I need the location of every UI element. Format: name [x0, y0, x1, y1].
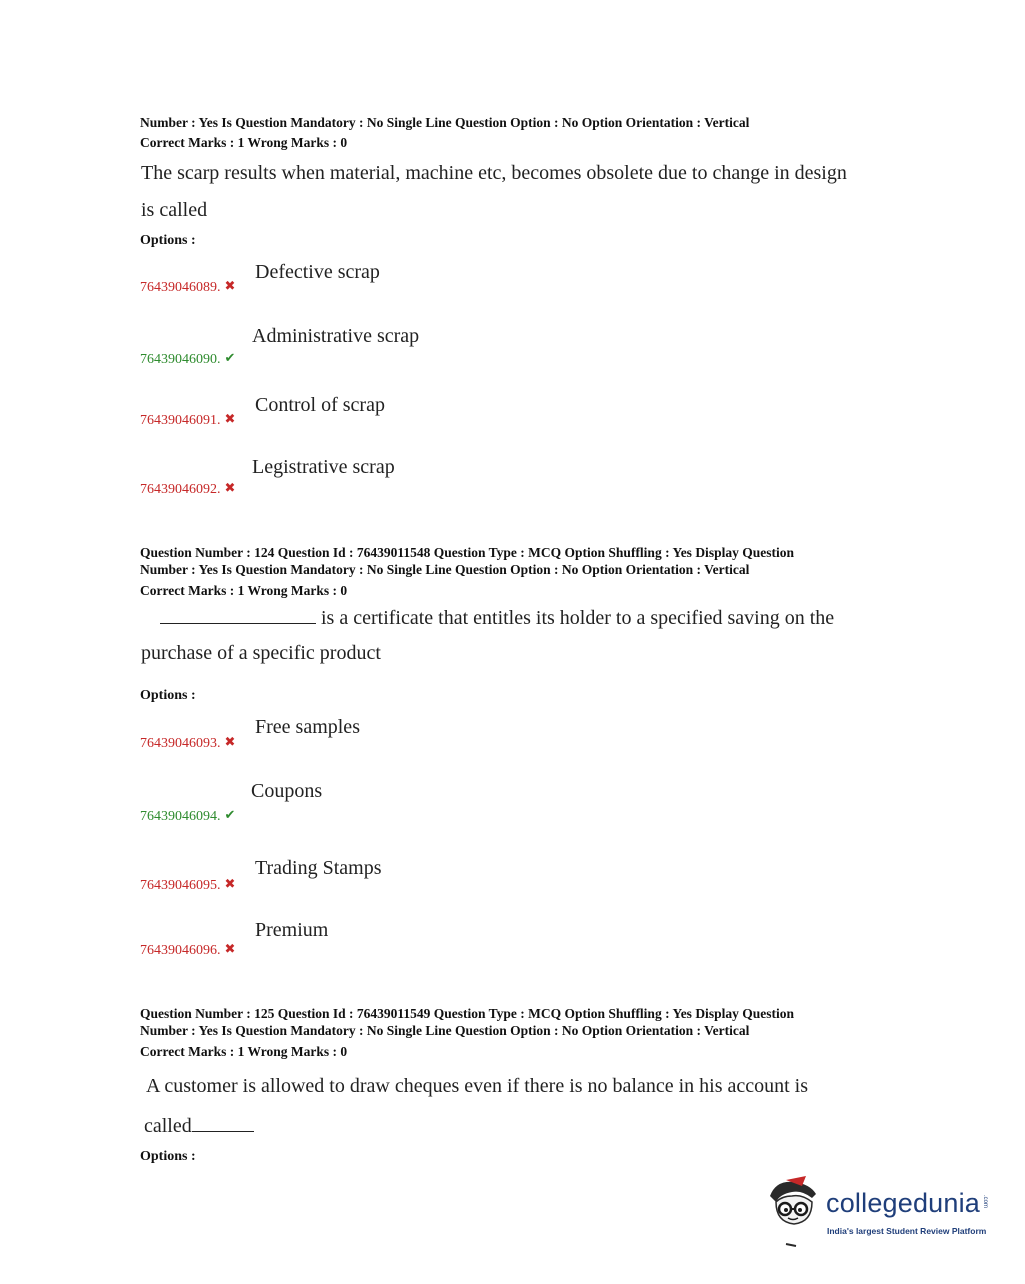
option-id-label: 76439046089.: [140, 280, 221, 295]
q125-meta-line-3: Correct Marks : 1 Wrong Marks : 0: [140, 1044, 348, 1059]
check-icon: ✔: [224, 807, 236, 822]
logo-tagline: India's largest Student Review Platform: [827, 1226, 987, 1236]
cross-icon: ✖: [224, 734, 236, 749]
q124-option-4-text: Premium: [255, 919, 329, 941]
q123-option-3-text: Control of scrap: [255, 394, 385, 416]
logo-wordmark: collegedunia: [826, 1188, 981, 1218]
q123-option-1-text: Defective scrap: [255, 261, 380, 283]
q125-question-text-line-2: [144, 1111, 254, 1138]
q124-option-3-id: [140, 876, 235, 894]
option-id-label: 76439046092.: [140, 482, 221, 497]
q125-options-label: Options :: [140, 1149, 196, 1164]
answer-blank: [160, 605, 316, 624]
student-mascot-icon: [766, 1176, 826, 1248]
q123-options-label: Options :: [140, 233, 196, 248]
option-id-label: 76439046093.: [140, 736, 221, 751]
q123-option-3-id: [140, 411, 235, 429]
q123-meta-line-1: Number : Yes Is Question Mandatory : No Single Line Question Option : No Option Orientation : Vertical: [140, 115, 750, 130]
q123-option-2-id: [140, 350, 235, 368]
q125-meta-line-1: Question Number : 125 Question Id : 76439011549 Question Type : MCQ Option Shuffling : Yes Display Question: [140, 1006, 794, 1021]
q123-option-4-text: Legistrative scrap: [252, 456, 395, 478]
q123-question-text-line-2: is called: [141, 199, 208, 221]
q125-question-text-line-2-words: called: [144, 1115, 192, 1137]
q123-question-text-line-1: The scarp results when material, machine etc, becomes obsolete due to change in design: [141, 162, 847, 184]
q124-meta-line-1: Question Number : 124 Question Id : 76439011548 Question Type : MCQ Option Shuffling : Yes Display Question: [140, 545, 794, 560]
q123-meta-line-2: Correct Marks : 1 Wrong Marks : 0: [140, 135, 348, 150]
option-id-label: 76439046090.: [140, 352, 221, 367]
q125-question-text-line-1: A customer is allowed to draw cheques even if there is no balance in his account is: [146, 1075, 809, 1097]
answer-blank: [192, 1111, 254, 1132]
q124-options-label: Options :: [140, 688, 196, 703]
option-id-label: 76439046094.: [140, 809, 221, 824]
q124-question-text-line-2: purchase of a specific product: [141, 642, 381, 664]
q124-meta-line-2: Number : Yes Is Question Mandatory : No Single Line Question Option : No Option Orientation : Vertical: [140, 562, 750, 577]
q124-option-2-text: Coupons: [251, 780, 323, 802]
option-id-label: 76439046095.: [140, 878, 221, 893]
q125-meta-line-2: Number : Yes Is Question Mandatory : No Single Line Question Option : No Option Orientation : Vertical: [140, 1023, 750, 1038]
q124-option-2-id: [140, 807, 235, 825]
check-icon: ✔: [224, 350, 236, 365]
cross-icon: ✖: [224, 480, 236, 495]
q123-option-2-text: Administrative scrap: [252, 325, 420, 347]
q123-option-1-id: [140, 278, 235, 296]
q123-option-4-id: [140, 480, 235, 498]
q124-option-1-id: [140, 734, 235, 752]
option-id-label: 76439046091.: [140, 413, 221, 428]
cross-icon: ✖: [224, 278, 236, 293]
cross-icon: ✖: [224, 941, 236, 956]
q124-question-text-line-1: [160, 605, 834, 630]
collegedunia-logo: [766, 1176, 996, 1248]
logo-domain-suffix: .com: [982, 1195, 988, 1209]
q124-option-3-text: Trading Stamps: [255, 857, 382, 879]
cross-icon: ✖: [224, 411, 236, 426]
q124-meta-line-3: Correct Marks : 1 Wrong Marks : 0: [140, 583, 348, 598]
option-id-label: 76439046096.: [140, 943, 221, 958]
q124-question-text-line-1-words: is a certificate that entitles its holder to a specified saving on the: [321, 607, 835, 629]
q124-option-4-id: [140, 941, 235, 959]
cross-icon: ✖: [224, 876, 236, 891]
q124-option-1-text: Free samples: [255, 716, 360, 738]
